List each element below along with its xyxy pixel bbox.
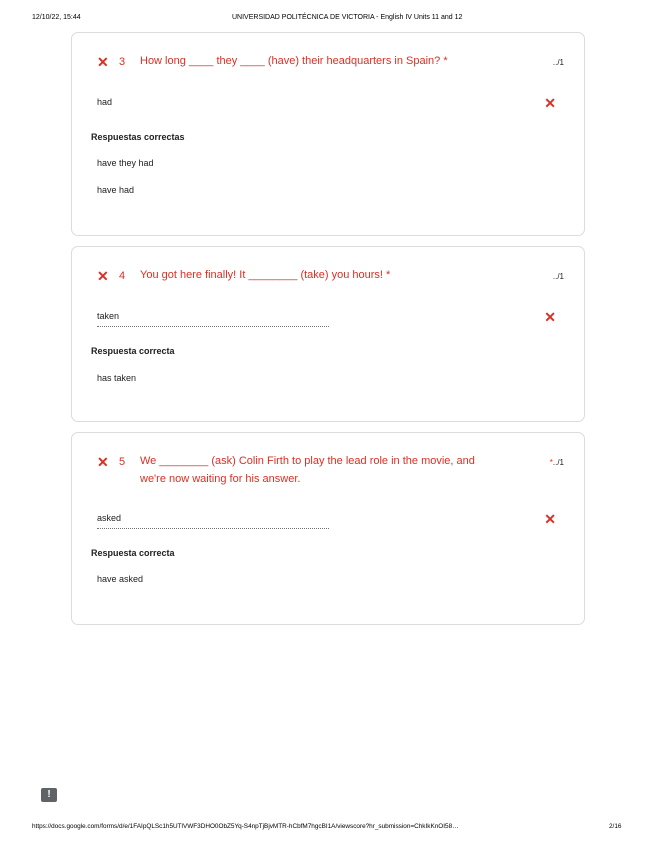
question-score: ../1 bbox=[552, 272, 564, 281]
required-mark: * bbox=[443, 55, 448, 67]
close-icon: ✕ bbox=[544, 309, 556, 325]
user-answer: asked bbox=[97, 513, 122, 523]
print-title: UNIVERSIDAD POLITÉCNICA DE VICTORIA - English IV Units 11 and 12 bbox=[232, 14, 463, 21]
answer-underline bbox=[97, 326, 329, 327]
print-header bbox=[0, 14, 655, 26]
print-url: https://docs.google.com/forms/d/e/1FAIpQLSc1h5UTlVWF3DHO0ObZ5Yq-S4npTjBjvMTR-hCbfM7hgcBI1A/viewscore?hr_submission=ChkIkKnOI58… bbox=[32, 823, 459, 830]
close-icon: ✕ bbox=[544, 95, 556, 111]
answer-underline bbox=[97, 528, 329, 529]
correct-answers-title: Respuestas correctas bbox=[91, 132, 185, 142]
user-answer: taken bbox=[97, 311, 120, 321]
question-number: 3 bbox=[119, 56, 126, 68]
question-number: 5 bbox=[119, 456, 126, 468]
question-text-line-2: we're now waiting for his answer. bbox=[140, 473, 301, 485]
feedback-icon[interactable]: ! bbox=[41, 788, 57, 802]
required-mark: * bbox=[386, 269, 391, 281]
close-icon: ✕ bbox=[544, 511, 556, 527]
correct-answers-title: Respuesta correcta bbox=[91, 346, 175, 356]
correct-answer: have they had bbox=[97, 158, 154, 168]
question-card-4 bbox=[71, 246, 585, 422]
question-text bbox=[140, 268, 390, 283]
correct-answers-title: Respuesta correcta bbox=[91, 548, 175, 558]
correct-answer: have had bbox=[97, 185, 135, 195]
question-score bbox=[550, 458, 564, 467]
question-card-5 bbox=[71, 432, 585, 625]
question-text-content: You got here finally! It ________ (take) you hours! bbox=[140, 269, 383, 281]
close-icon: ✕ bbox=[97, 454, 109, 470]
correct-answer: have asked bbox=[97, 574, 144, 584]
question-number: 4 bbox=[119, 270, 126, 282]
required-mark: * bbox=[549, 458, 553, 467]
close-icon: ✕ bbox=[97, 268, 109, 284]
question-text-content: How long ____ they ____ (have) their headquarters in Spain? bbox=[140, 55, 441, 67]
correct-answer: has taken bbox=[97, 373, 137, 383]
question-text-line-1: We ________ (ask) Colin Firth to play the lead role in the movie, and bbox=[140, 455, 475, 467]
print-footer bbox=[0, 823, 655, 835]
question-score-value: ../1 bbox=[552, 458, 564, 467]
question-text bbox=[140, 54, 448, 69]
question-score: ../1 bbox=[552, 58, 564, 67]
page-number: 2/16 bbox=[609, 823, 622, 830]
user-answer: had bbox=[97, 97, 113, 107]
question-card-3 bbox=[71, 32, 585, 236]
print-date: 12/10/22, 15:44 bbox=[32, 14, 81, 21]
close-icon: ✕ bbox=[97, 54, 109, 70]
